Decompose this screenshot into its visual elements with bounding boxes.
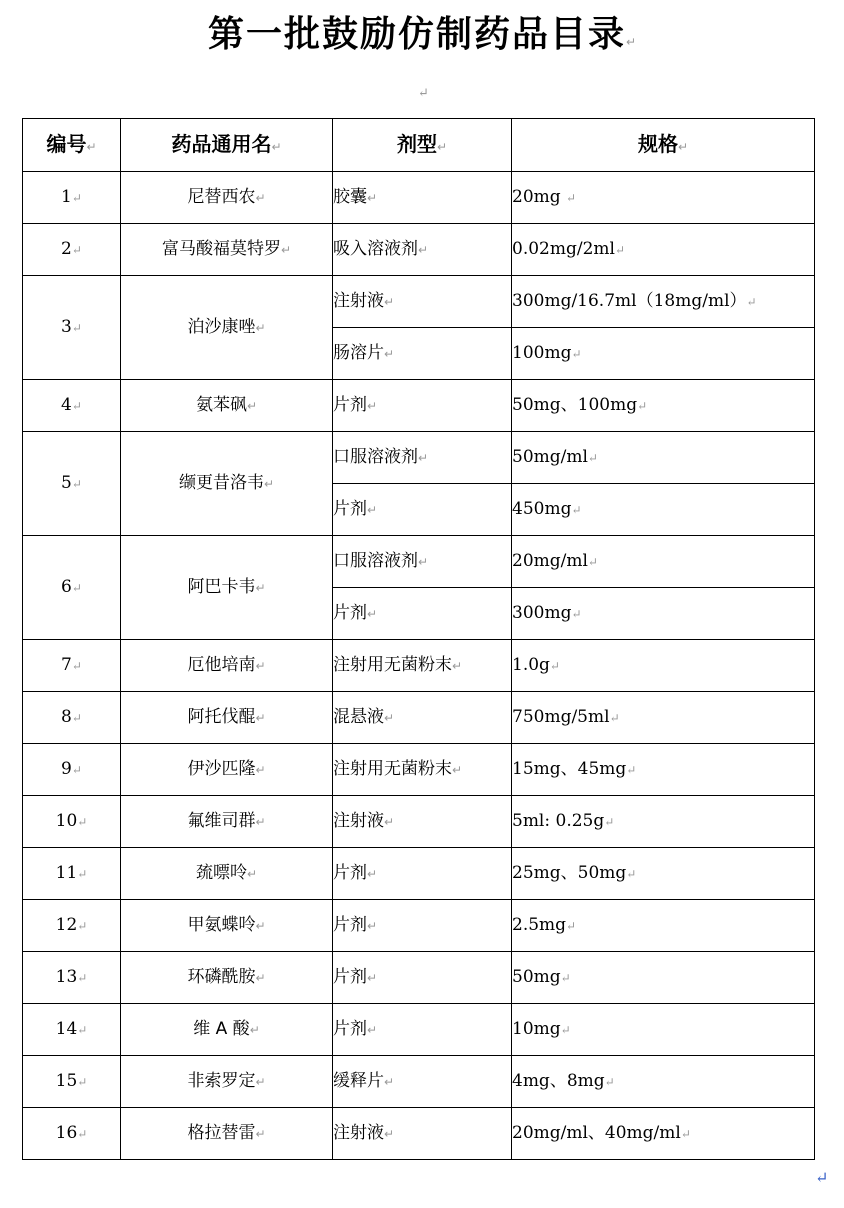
cell-dosage-form: 注射液↵ bbox=[333, 1108, 512, 1160]
cell-number: 10↵ bbox=[23, 796, 121, 848]
cell-end-mark-icon: ↵ bbox=[71, 321, 82, 335]
cell-end-mark-icon: ↵ bbox=[367, 399, 378, 413]
cell-end-mark-icon: ↵ bbox=[609, 711, 620, 725]
cell-end-mark-icon: ↵ bbox=[255, 763, 266, 777]
cell-dosage-form: 混悬液↵ bbox=[333, 692, 512, 744]
cell-end-mark-icon: ↵ bbox=[71, 763, 82, 777]
cell-end-mark-icon: ↵ bbox=[71, 711, 82, 725]
cell-drug-name: 阿巴卡韦↵ bbox=[121, 536, 333, 640]
cell-end-mark-icon: ↵ bbox=[452, 659, 463, 673]
cell-drug-name: 维 A 酸↵ bbox=[121, 1004, 333, 1056]
cell-dosage-form: 片剂↵ bbox=[333, 380, 512, 432]
cell-specification: 25mg、50mg↵ bbox=[512, 848, 815, 900]
cell-end-mark-icon: ↵ bbox=[77, 815, 88, 829]
cell-number: 15↵ bbox=[23, 1056, 121, 1108]
cell-specification: 300mg/16.7ml（18mg/ml）↵ bbox=[512, 276, 815, 328]
cell-number: 1↵ bbox=[23, 172, 121, 224]
cell-specification: 50mg↵ bbox=[512, 952, 815, 1004]
cell-end-mark-icon: ↵ bbox=[367, 191, 378, 205]
cell-end-mark-icon: ↵ bbox=[255, 321, 266, 335]
cell-specification: 15mg、45mg↵ bbox=[512, 744, 815, 796]
cell-specification: 100mg↵ bbox=[512, 328, 815, 380]
cell-drug-name: 阿托伐醌↵ bbox=[121, 692, 333, 744]
cell-end-mark-icon: ↵ bbox=[367, 1023, 378, 1037]
cell-end-mark-icon: ↵ bbox=[746, 295, 757, 309]
cell-specification: 2.5mg↵ bbox=[512, 900, 815, 952]
cell-end-mark-icon: ↵ bbox=[560, 1023, 571, 1037]
cell-end-mark-icon: ↵ bbox=[571, 607, 582, 621]
table-row bbox=[23, 1056, 815, 1108]
cell-end-mark-icon: ↵ bbox=[249, 1023, 260, 1037]
cell-number: 14↵ bbox=[23, 1004, 121, 1056]
cell-end-mark-icon: ↵ bbox=[384, 295, 395, 309]
table-row bbox=[23, 380, 815, 432]
cell-drug-name: 氨苯砜↵ bbox=[121, 380, 333, 432]
cell-end-mark-icon: ↵ bbox=[71, 191, 82, 205]
cell-number: 5↵ bbox=[23, 432, 121, 536]
cell-end-mark-icon: ↵ bbox=[604, 1075, 615, 1089]
cell-end-mark-icon: ↵ bbox=[452, 763, 463, 777]
cell-specification: 4mg、8mg↵ bbox=[512, 1056, 815, 1108]
cell-end-mark-icon: ↵ bbox=[637, 399, 648, 413]
cell-end-mark-icon: ↵ bbox=[255, 919, 266, 933]
cell-end-mark-icon: ↵ bbox=[255, 581, 266, 595]
cell-dosage-form: 片剂↵ bbox=[333, 900, 512, 952]
cell-specification: 0.02mg/2ml↵ bbox=[512, 224, 815, 276]
cell-end-mark-icon: ↵ bbox=[367, 971, 378, 985]
cell-end-mark-icon: ↵ bbox=[255, 659, 266, 673]
cell-specification: 10mg↵ bbox=[512, 1004, 815, 1056]
cell-end-mark-icon: ↵ bbox=[418, 555, 429, 569]
cell-end-mark-icon: ↵ bbox=[436, 139, 448, 154]
table-row bbox=[23, 692, 815, 744]
cell-end-mark-icon: ↵ bbox=[77, 867, 88, 881]
cell-end-mark-icon: ↵ bbox=[77, 971, 88, 985]
cell-number: 6↵ bbox=[23, 536, 121, 640]
cell-end-mark-icon: ↵ bbox=[246, 399, 258, 413]
table-header-row bbox=[23, 119, 815, 172]
cell-end-mark-icon: ↵ bbox=[571, 347, 582, 361]
cell-drug-name: 环磷酰胺↵ bbox=[121, 952, 333, 1004]
header-specification: 规格↵ bbox=[512, 119, 815, 172]
cell-number: 2↵ bbox=[23, 224, 121, 276]
table-row bbox=[23, 952, 815, 1004]
cell-number: 11↵ bbox=[23, 848, 121, 900]
cell-end-mark-icon: ↵ bbox=[71, 581, 82, 595]
table-row bbox=[23, 172, 815, 224]
cell-dosage-form: 口服溶液剂↵ bbox=[333, 536, 512, 588]
header-dosage-form: 剂型↵ bbox=[333, 119, 512, 172]
cell-dosage-form: 注射液↵ bbox=[333, 796, 512, 848]
cell-end-mark-icon: ↵ bbox=[604, 815, 615, 829]
cell-drug-name: 泊沙康唑↵ bbox=[121, 276, 333, 380]
document-title: 第一批鼓励仿制药品目录↵ bbox=[207, 14, 637, 55]
cell-dosage-form: 肠溶片↵ bbox=[333, 328, 512, 380]
cell-number: 16↵ bbox=[23, 1108, 121, 1160]
cell-drug-name: 富马酸福莫特罗↵ bbox=[121, 224, 333, 276]
cell-end-mark-icon: ↵ bbox=[566, 919, 577, 933]
cell-drug-name: 氟维司群↵ bbox=[121, 796, 333, 848]
cell-end-mark-icon: ↵ bbox=[626, 867, 637, 881]
table-row bbox=[23, 276, 815, 328]
cell-end-mark-icon: ↵ bbox=[614, 243, 626, 257]
cell-end-mark-icon: ↵ bbox=[560, 971, 571, 985]
cell-end-mark-icon: ↵ bbox=[571, 503, 582, 517]
cell-drug-name: 伊沙匹隆↵ bbox=[121, 744, 333, 796]
cell-dosage-form: 片剂↵ bbox=[333, 952, 512, 1004]
cell-dosage-form: 注射用无菌粉末↵ bbox=[333, 744, 512, 796]
cell-end-mark-icon: ↵ bbox=[77, 919, 88, 933]
cell-end-mark-icon: ↵ bbox=[587, 451, 598, 465]
cell-end-mark-icon: ↵ bbox=[255, 711, 266, 725]
cell-dosage-form: 注射液↵ bbox=[333, 276, 512, 328]
paragraph-mark-icon: ↵ bbox=[625, 35, 637, 49]
cell-specification: 20mg/ml↵ bbox=[512, 536, 815, 588]
cell-end-mark-icon: ↵ bbox=[367, 607, 378, 621]
cell-dosage-form: 口服溶液剂↵ bbox=[333, 432, 512, 484]
cell-end-mark-icon: ↵ bbox=[587, 555, 598, 569]
cell-drug-name: 非索罗定↵ bbox=[121, 1056, 333, 1108]
cell-dosage-form: 胶囊↵ bbox=[333, 172, 512, 224]
cell-end-mark-icon: ↵ bbox=[384, 347, 395, 361]
paragraph-mark-icon: ↵ bbox=[418, 86, 429, 101]
table-row bbox=[23, 900, 815, 952]
cell-number: 3↵ bbox=[23, 276, 121, 380]
cell-dosage-form: 片剂↵ bbox=[333, 848, 512, 900]
cell-end-mark-icon: ↵ bbox=[384, 1075, 395, 1089]
cell-end-mark-icon: ↵ bbox=[384, 815, 395, 829]
cell-end-mark-icon: ↵ bbox=[626, 763, 637, 777]
table-row bbox=[23, 848, 815, 900]
cell-specification: 750mg/5ml↵ bbox=[512, 692, 815, 744]
cell-end-mark-icon: ↵ bbox=[418, 243, 429, 257]
cell-end-mark-icon: ↵ bbox=[71, 477, 82, 491]
cell-end-mark-icon: ↵ bbox=[255, 815, 266, 829]
cell-dosage-form: 片剂↵ bbox=[333, 1004, 512, 1056]
cell-end-mark-icon: ↵ bbox=[680, 1127, 691, 1141]
table-row bbox=[23, 1004, 815, 1056]
table-row bbox=[23, 744, 815, 796]
cell-number: 12↵ bbox=[23, 900, 121, 952]
header-drug-name: 药品通用名↵ bbox=[121, 119, 333, 172]
cell-drug-name: 巯嘌呤↵ bbox=[121, 848, 333, 900]
cell-specification: 450mg↵ bbox=[512, 484, 815, 536]
drug-list-table bbox=[22, 118, 815, 1160]
cell-drug-name: 格拉替雷↵ bbox=[121, 1108, 333, 1160]
cell-end-mark-icon: ↵ bbox=[367, 919, 378, 933]
cell-specification: 50mg/ml↵ bbox=[512, 432, 815, 484]
cell-end-mark-icon: ↵ bbox=[566, 191, 577, 205]
cell-end-mark-icon: ↵ bbox=[418, 451, 429, 465]
cell-end-mark-icon: ↵ bbox=[271, 139, 282, 154]
cell-number: 8↵ bbox=[23, 692, 121, 744]
cell-dosage-form: 片剂↵ bbox=[333, 588, 512, 640]
cell-number: 7↵ bbox=[23, 640, 121, 692]
cell-specification: 20mg/ml、40mg/ml↵ bbox=[512, 1108, 815, 1160]
cell-number: 9↵ bbox=[23, 744, 121, 796]
cell-end-mark-icon: ↵ bbox=[77, 1023, 88, 1037]
cell-end-mark-icon: ↵ bbox=[71, 243, 82, 257]
cell-end-mark-icon: ↵ bbox=[86, 139, 97, 154]
cell-end-mark-icon: ↵ bbox=[71, 399, 82, 413]
cell-end-mark-icon: ↵ bbox=[384, 711, 395, 725]
cell-end-mark-icon: ↵ bbox=[549, 659, 560, 673]
cell-end-mark-icon: ↵ bbox=[255, 1075, 266, 1089]
table-row bbox=[23, 796, 815, 848]
table-row bbox=[23, 224, 815, 276]
cell-number: 4↵ bbox=[23, 380, 121, 432]
cell-drug-name: 甲氨蝶呤↵ bbox=[121, 900, 333, 952]
cell-dosage-form: 片剂↵ bbox=[333, 484, 512, 536]
end-of-document-mark-icon[interactable]: ↵ bbox=[815, 1168, 829, 1187]
cell-end-mark-icon: ↵ bbox=[71, 659, 82, 673]
cell-end-mark-icon: ↵ bbox=[367, 867, 378, 881]
cell-end-mark-icon: ↵ bbox=[367, 503, 378, 517]
header-number: 编号↵ bbox=[23, 119, 121, 172]
cell-end-mark-icon: ↵ bbox=[384, 1127, 395, 1141]
table-row bbox=[23, 640, 815, 692]
cell-end-mark-icon: ↵ bbox=[280, 243, 292, 257]
cell-drug-name: 厄他培南↵ bbox=[121, 640, 333, 692]
cell-specification: 20mg ↵ bbox=[512, 172, 815, 224]
cell-specification: 50mg、100mg↵ bbox=[512, 380, 815, 432]
cell-end-mark-icon: ↵ bbox=[255, 191, 266, 205]
cell-dosage-form: 缓释片↵ bbox=[333, 1056, 512, 1108]
cell-end-mark-icon: ↵ bbox=[77, 1127, 88, 1141]
cell-drug-name: 尼替西农↵ bbox=[121, 172, 333, 224]
cell-number: 13↵ bbox=[23, 952, 121, 1004]
cell-end-mark-icon: ↵ bbox=[246, 867, 258, 881]
table-row bbox=[23, 432, 815, 484]
cell-end-mark-icon: ↵ bbox=[263, 477, 275, 491]
table-body bbox=[23, 172, 815, 1160]
cell-specification: 5ml: 0.25g↵ bbox=[512, 796, 815, 848]
table-row bbox=[23, 536, 815, 588]
cell-dosage-form: 注射用无菌粉末↵ bbox=[333, 640, 512, 692]
cell-end-mark-icon: ↵ bbox=[255, 971, 266, 985]
table-row bbox=[23, 1108, 815, 1160]
cell-end-mark-icon: ↵ bbox=[677, 139, 689, 154]
cell-end-mark-icon: ↵ bbox=[77, 1075, 88, 1089]
cell-dosage-form: 吸入溶液剂↵ bbox=[333, 224, 512, 276]
cell-specification: 300mg↵ bbox=[512, 588, 815, 640]
cell-specification: 1.0g↵ bbox=[512, 640, 815, 692]
cell-drug-name: 缬更昔洛韦↵ bbox=[121, 432, 333, 536]
cell-end-mark-icon: ↵ bbox=[255, 1127, 266, 1141]
